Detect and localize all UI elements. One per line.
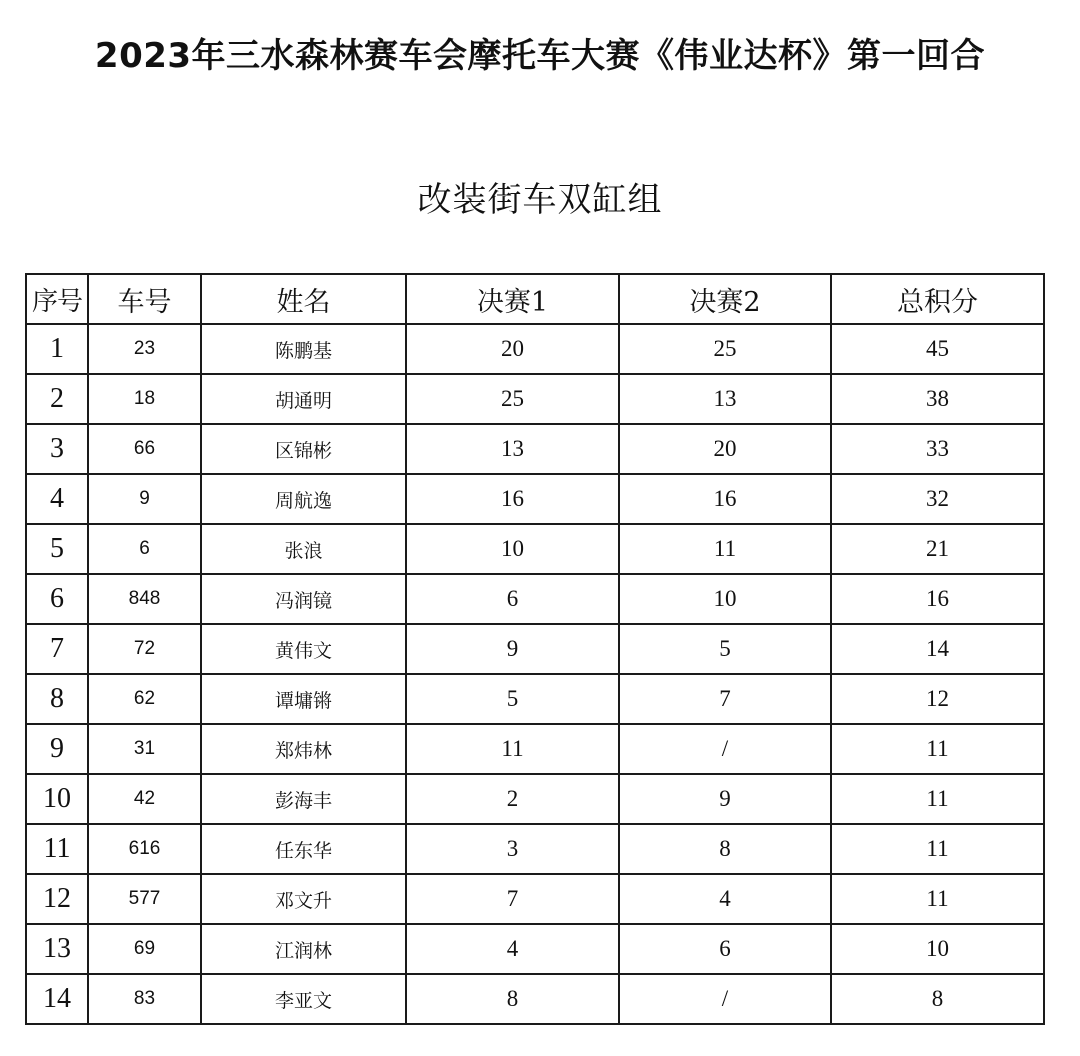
cell-final-1: 9 bbox=[406, 624, 619, 674]
cell-final-2: 10 bbox=[619, 574, 831, 624]
cell-rider-name: 周航逸 bbox=[201, 474, 406, 524]
cell-final-1: 2 bbox=[406, 774, 619, 824]
header-final-1: 决赛1 bbox=[406, 274, 619, 324]
cell-rider-name: 邓文升 bbox=[201, 874, 406, 924]
cell-rank: 11 bbox=[26, 824, 88, 874]
cell-final-1: 3 bbox=[406, 824, 619, 874]
cell-total-points: 32 bbox=[831, 474, 1044, 524]
cell-rider-name: 江润林 bbox=[201, 924, 406, 974]
cell-final-2: / bbox=[619, 974, 831, 1024]
cell-car-number: 83 bbox=[88, 974, 201, 1024]
header-rank: 序号 bbox=[26, 274, 88, 324]
table-row bbox=[26, 724, 1044, 774]
cell-final-1: 4 bbox=[406, 924, 619, 974]
cell-rank: 12 bbox=[26, 874, 88, 924]
cell-car-number: 577 bbox=[88, 874, 201, 924]
cell-total-points: 38 bbox=[831, 374, 1044, 424]
cell-total-points: 10 bbox=[831, 924, 1044, 974]
cell-rider-name: 陈鹏基 bbox=[201, 324, 406, 374]
cell-rider-name: 区锦彬 bbox=[201, 424, 406, 474]
table-row bbox=[26, 374, 1044, 424]
cell-final-1: 10 bbox=[406, 524, 619, 574]
cell-rank: 4 bbox=[26, 474, 88, 524]
cell-car-number: 616 bbox=[88, 824, 201, 874]
cell-final-2: 7 bbox=[619, 674, 831, 724]
header-name: 姓名 bbox=[201, 274, 406, 324]
table-row bbox=[26, 324, 1044, 374]
cell-rank: 1 bbox=[26, 324, 88, 374]
table-row bbox=[26, 974, 1044, 1024]
cell-car-number: 62 bbox=[88, 674, 201, 724]
cell-rank: 5 bbox=[26, 524, 88, 574]
cell-car-number: 42 bbox=[88, 774, 201, 824]
cell-rank: 2 bbox=[26, 374, 88, 424]
table-row bbox=[26, 624, 1044, 674]
header-car-number: 车号 bbox=[88, 274, 201, 324]
cell-total-points: 8 bbox=[831, 974, 1044, 1024]
cell-rider-name: 张浪 bbox=[201, 524, 406, 574]
header-final-2: 决赛2 bbox=[619, 274, 831, 324]
cell-rider-name: 冯润镜 bbox=[201, 574, 406, 624]
cell-rider-name: 谭墉锵 bbox=[201, 674, 406, 724]
cell-rank: 14 bbox=[26, 974, 88, 1024]
cell-final-2: 13 bbox=[619, 374, 831, 424]
cell-rank: 10 bbox=[26, 774, 88, 824]
cell-total-points: 45 bbox=[831, 324, 1044, 374]
table-row bbox=[26, 774, 1044, 824]
cell-total-points: 11 bbox=[831, 724, 1044, 774]
cell-total-points: 12 bbox=[831, 674, 1044, 724]
cell-final-1: 6 bbox=[406, 574, 619, 624]
header-row bbox=[26, 274, 1044, 324]
cell-final-2: 5 bbox=[619, 624, 831, 674]
cell-car-number: 6 bbox=[88, 524, 201, 574]
cell-car-number: 72 bbox=[88, 624, 201, 674]
cell-final-2: 25 bbox=[619, 324, 831, 374]
cell-final-2: 8 bbox=[619, 824, 831, 874]
table-row bbox=[26, 474, 1044, 524]
results-header bbox=[26, 274, 1044, 324]
cell-car-number: 18 bbox=[88, 374, 201, 424]
category-subtitle: 改装街车双缸组 bbox=[417, 180, 663, 220]
cell-rank: 9 bbox=[26, 724, 88, 774]
results-body bbox=[26, 324, 1044, 1024]
cell-final-2: 6 bbox=[619, 924, 831, 974]
cell-rank: 6 bbox=[26, 574, 88, 624]
cell-car-number: 69 bbox=[88, 924, 201, 974]
cell-rider-name: 彭海丰 bbox=[201, 774, 406, 824]
table-row bbox=[26, 824, 1044, 874]
cell-final-1: 16 bbox=[406, 474, 619, 524]
cell-rank: 3 bbox=[26, 424, 88, 474]
header-total-points: 总积分 bbox=[831, 274, 1044, 324]
cell-total-points: 16 bbox=[831, 574, 1044, 624]
cell-total-points: 11 bbox=[831, 824, 1044, 874]
cell-final-2: 11 bbox=[619, 524, 831, 574]
cell-total-points: 33 bbox=[831, 424, 1044, 474]
cell-total-points: 11 bbox=[831, 774, 1044, 824]
cell-car-number: 31 bbox=[88, 724, 201, 774]
cell-rank: 8 bbox=[26, 674, 88, 724]
cell-final-1: 8 bbox=[406, 974, 619, 1024]
table-row bbox=[26, 424, 1044, 474]
cell-final-2: / bbox=[619, 724, 831, 774]
cell-final-1: 13 bbox=[406, 424, 619, 474]
cell-final-1: 5 bbox=[406, 674, 619, 724]
cell-rider-name: 黄伟文 bbox=[201, 624, 406, 674]
cell-total-points: 21 bbox=[831, 524, 1044, 574]
cell-rank: 7 bbox=[26, 624, 88, 674]
table-row bbox=[26, 924, 1044, 974]
cell-final-1: 25 bbox=[406, 374, 619, 424]
cell-final-2: 20 bbox=[619, 424, 831, 474]
cell-rider-name: 李亚文 bbox=[201, 974, 406, 1024]
cell-car-number: 9 bbox=[88, 474, 201, 524]
cell-rider-name: 胡通明 bbox=[201, 374, 406, 424]
cell-final-2: 9 bbox=[619, 774, 831, 824]
table-row bbox=[26, 674, 1044, 724]
cell-total-points: 11 bbox=[831, 874, 1044, 924]
page-title: 2023年三水森林赛车会摩托车大赛《伟业达杯》第一回合 bbox=[94, 36, 986, 76]
cell-final-1: 11 bbox=[406, 724, 619, 774]
cell-final-1: 20 bbox=[406, 324, 619, 374]
cell-rank: 13 bbox=[26, 924, 88, 974]
cell-car-number: 848 bbox=[88, 574, 201, 624]
table-row bbox=[26, 874, 1044, 924]
cell-final-2: 16 bbox=[619, 474, 831, 524]
cell-rider-name: 郑炜林 bbox=[201, 724, 406, 774]
cell-total-points: 14 bbox=[831, 624, 1044, 674]
table-row bbox=[26, 574, 1044, 624]
cell-car-number: 66 bbox=[88, 424, 201, 474]
cell-final-2: 4 bbox=[619, 874, 831, 924]
cell-rider-name: 任东华 bbox=[201, 824, 406, 874]
results-table bbox=[25, 273, 1045, 1025]
table-row bbox=[26, 524, 1044, 574]
cell-car-number: 23 bbox=[88, 324, 201, 374]
cell-final-1: 7 bbox=[406, 874, 619, 924]
